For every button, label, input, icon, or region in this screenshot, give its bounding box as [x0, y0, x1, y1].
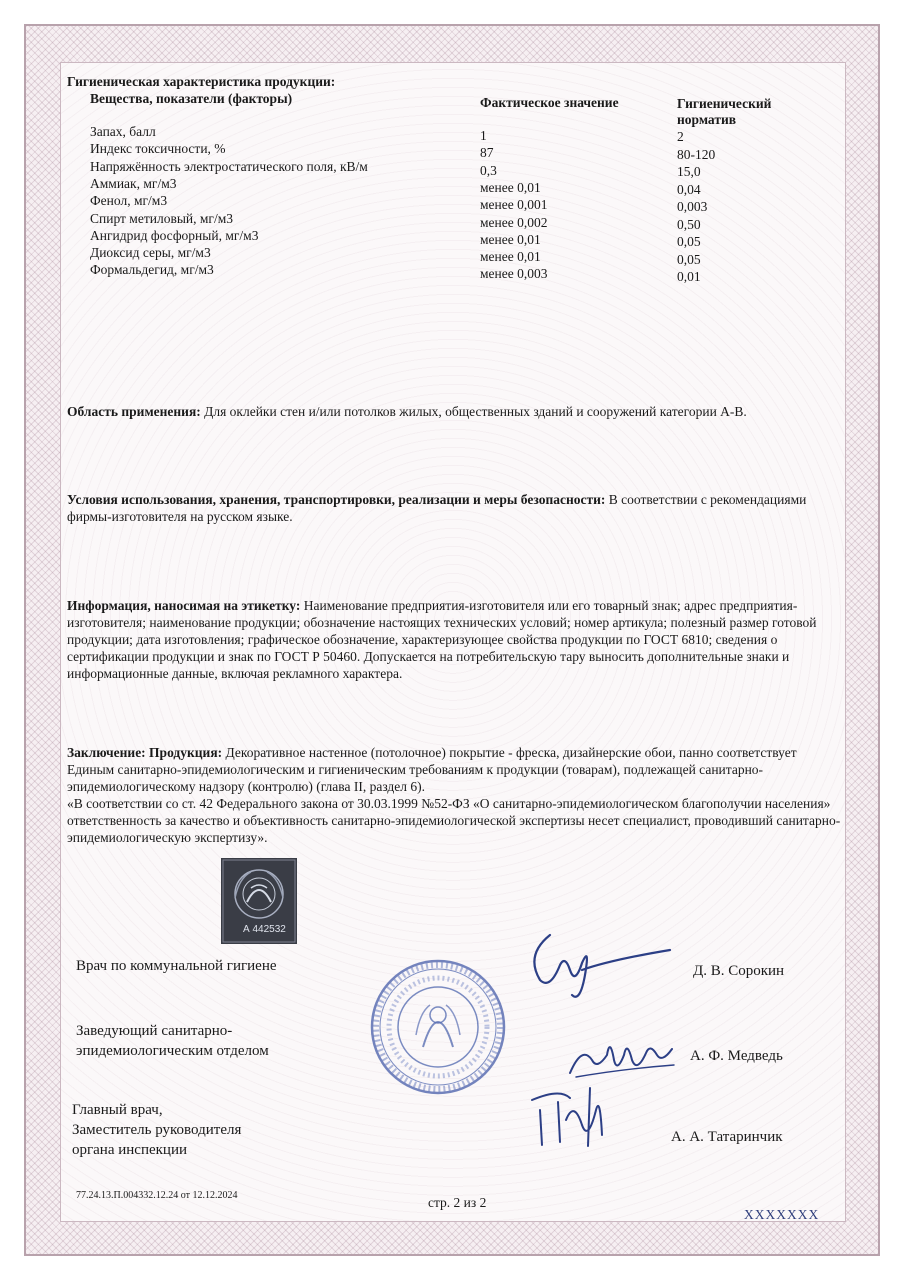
chief-name: А. А. Татаринчик — [671, 1129, 783, 1145]
row-actual: 1 — [480, 128, 487, 143]
row-actual: менее 0,01 — [480, 249, 541, 264]
hologram-number: А 442532 — [243, 924, 286, 935]
scope-text: Для оклейки стен и/или потолков жилых, общественных зданий и сооружений категории А-В. — [200, 404, 747, 419]
row-norm: 0,04 — [677, 182, 701, 197]
conditions-text: В соответствии с рекомендациями фирмы-изготовителя на русском языке. — [67, 492, 807, 524]
col-substance-header: Вещества, показатели (факторы) — [90, 91, 293, 106]
row-actual: менее 0,001 — [480, 197, 548, 212]
row-name: Формальдегид, мг/м3 — [90, 262, 214, 277]
row-name: Индекс токсичности, % — [90, 141, 226, 156]
hologram-sticker — [221, 858, 297, 944]
col-norm-header-2: норматив — [677, 112, 737, 127]
conditions-label: Условия использования, хранения, транспортировки, реализации и меры безопасности: — [67, 492, 606, 507]
conclusion-text: Декоративное настенное (потолочное) покрытие - фреска, дизайнерские обои, панно соответствует Единым санитарно-эпидемиологическим и гигиеническим требованиям к продукции (товарам), подлежащей санитарно-эпидемиологическому надзору (контролю) (глава II, раздел 6). — [67, 745, 797, 794]
col-actual-header: Фактическое значение — [480, 95, 619, 110]
scope-paragraph — [67, 403, 857, 420]
head-title-2: эпидемиологическим отделом — [76, 1043, 269, 1059]
row-name: Ангидрид фосфорный, мг/м3 — [90, 228, 259, 243]
page-indicator: стр. 2 из 2 — [428, 1195, 487, 1210]
signature-tatarinchik-icon — [530, 1080, 620, 1150]
row-name: Диоксид серы, мг/м3 — [90, 245, 211, 260]
row-actual: менее 0,01 — [480, 232, 541, 247]
signature-sorokin-icon — [520, 925, 690, 1005]
document-number: 77.24.13.П.004332.12.24 от 12.12.2024 — [76, 1190, 238, 1201]
row-name: Напряжённость электростатического поля, кВ/м — [90, 159, 368, 174]
col-norm-header-1: Гигиенический — [677, 96, 772, 111]
row-name: Аммиак, мг/м3 — [90, 176, 177, 191]
chief-title-2: Заместитель руководителя — [72, 1122, 242, 1138]
hygiene-title: Гигиеническая характеристика продукции: — [67, 74, 336, 89]
row-norm: 80-120 — [677, 147, 716, 162]
row-actual: 87 — [480, 145, 494, 160]
head-name: А. Ф. Медведь — [690, 1048, 783, 1064]
row-actual: 0,3 — [480, 163, 497, 178]
row-norm: 0,05 — [677, 252, 701, 267]
doctor-name: Д. В. Сорокин — [693, 963, 785, 979]
round-seal-icon — [368, 957, 508, 1097]
head-title-1: Заведующий санитарно- — [76, 1023, 233, 1039]
conclusion-paragraph — [67, 744, 847, 795]
doctor-title: Врач по коммунальной гигиене — [76, 958, 277, 974]
row-norm: 0,01 — [677, 269, 701, 284]
row-name: Фенол, мг/м3 — [90, 193, 168, 208]
row-norm: 15,0 — [677, 164, 701, 179]
law-paragraph: «В соответствии со ст. 42 Федерального закона от 30.03.1999 №52-ФЗ «О санитарно-эпидемиологическом благополучии населения» ответственность за качество и объективность санитарно-эпидемиологической экспертизы несет специалист, проводивший санитарно-эпидемиологическую экспертизу». — [67, 796, 841, 845]
label-info-paragraph — [67, 597, 835, 682]
scope-label: Область применения: — [67, 404, 201, 419]
serial-number: XXXXXXX — [744, 1207, 820, 1222]
row-actual: менее 0,003 — [480, 266, 548, 281]
row-norm: 2 — [677, 129, 684, 144]
row-name: Спирт метиловый, мг/м3 — [90, 211, 233, 226]
row-norm: 0,003 — [677, 199, 708, 214]
row-actual: менее 0,01 — [480, 180, 541, 195]
conditions-paragraph — [67, 491, 847, 525]
signature-medved-icon — [562, 1025, 692, 1085]
row-norm: 0,05 — [677, 234, 701, 249]
row-norm: 0,50 — [677, 217, 701, 232]
chief-title-3: органа инспекции — [72, 1142, 188, 1158]
row-name: Запах, балл — [90, 124, 156, 139]
row-actual: менее 0,002 — [480, 215, 548, 230]
conclusion-label: Заключение: Продукция: — [67, 745, 223, 760]
label-info-text: Наименование предприятия-изготовителя или его товарный знак; адрес предприятия-изготовителя; наименование продукции; обозначение настоящих технических условий; номер артикула; полезный размер готовой продукции; дата изготовления; графическое обозначение, характеризующее свойства продукции по ГОСТ 6810; сведения о сертификации продукции и знак по ГОСТ Р 50460. Допускается на потребительскую тару выносить дополнительные знаки и информационные данные, включая рекламного характера. — [67, 598, 817, 681]
label-info-label: Информация, наносимая на этикетку: — [67, 598, 301, 613]
chief-title-1: Главный врач, — [72, 1102, 163, 1118]
